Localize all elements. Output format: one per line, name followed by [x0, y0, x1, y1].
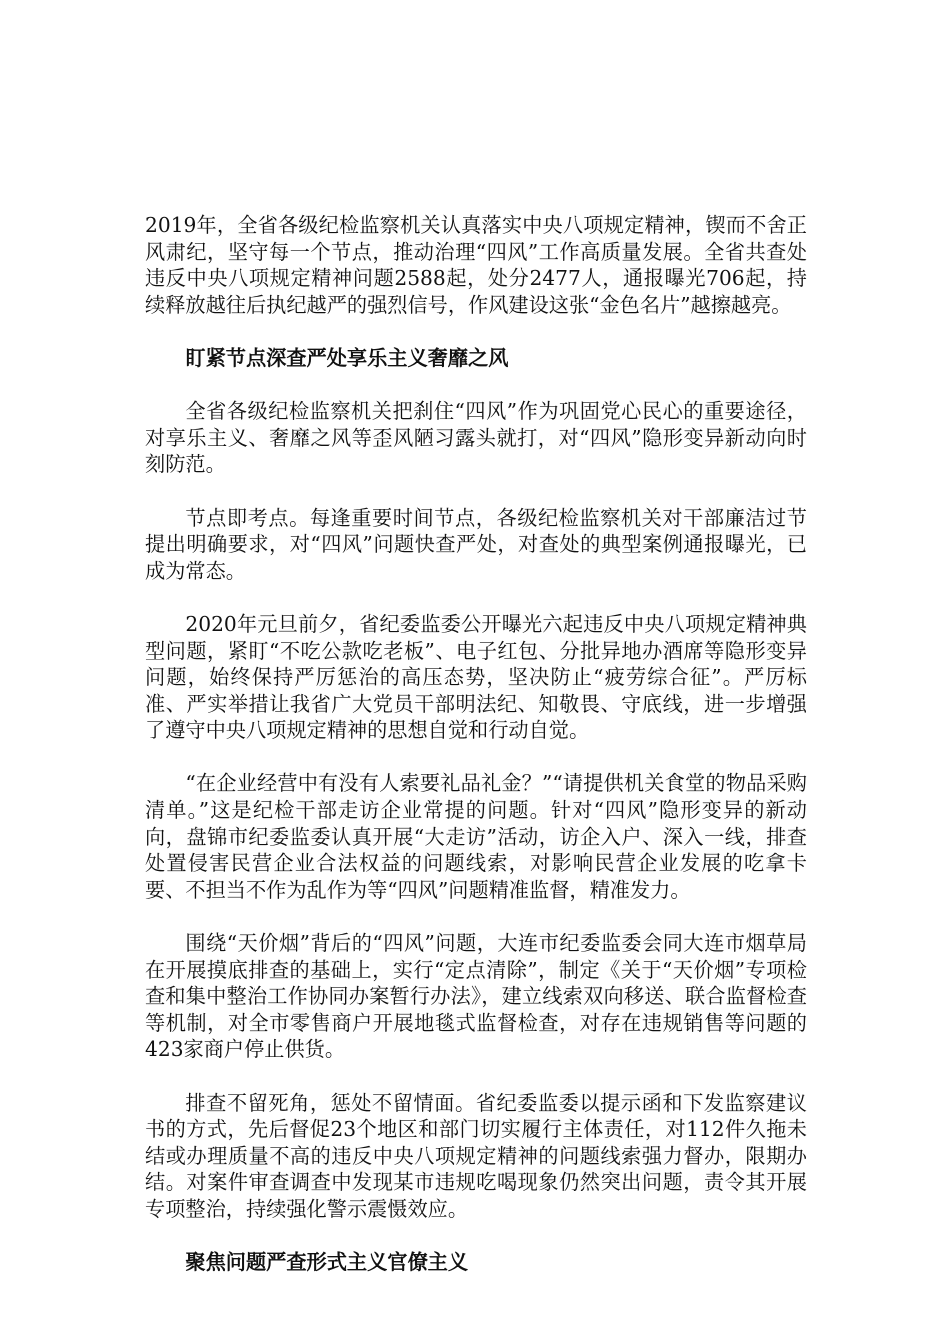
article-body [145, 212, 807, 1276]
paragraph-2: 全省各级纪检监察机关把刹住“四风”作为巩固党心民心的重要途径，对享乐主义、奢靡之风等歪风陋习露头就打，对“四风”隐形变异新动向时刻防范。 [145, 399, 807, 477]
paragraph-intro: 2019年，全省各级纪检监察机关认真落实中央八项规定精神，锲而不舍正风肃纪，坚守每一个节点，推动治理“四风”工作高质量发展。全省共查处违反中央八项规定精神问题2588起，处分2477人，通报曝光706起，持续释放越往后执纪越严的强烈信号，作风建设这张“金色名片”越擦越亮。 [145, 213, 807, 317]
paragraph-7: 排查不留死角，惩处不留情面。省纪委监委以提示函和下发监察建议书的方式，先后督促23个地区和部门切实履行主体责任，对112件久拖未结或办理质量不高的违反中央八项规定精神的问题线索强力督办，限期办结。对案件审查调查中发现某市违规吃喝现象仍然突出问题，责令其开展专项整治，持续强化警示震慑效应。 [145, 1090, 807, 1221]
paragraph-4: 2020年元旦前夕，省纪委监委公开曝光六起违反中央八项规定精神典型问题，紧盯“不吃公款吃老板”、电子红包、分批异地办酒席等隐形变异问题，始终保持严厉惩治的高压态势，坚决防止“疲劳综合征”。严厉标准、严实举措让我省广大党员干部明法纪、知敬畏、守底线，进一步增强了遵守中央八项规定精神的思想自觉和行动自觉。 [145, 611, 807, 743]
paragraph-5: “在企业经营中有没有人索要礼品礼金？”“请提供机关食堂的物品采购清单。”这是纪检干部走访企业常提的问题。针对“四风”隐形变异的新动向，盘锦市纪委监委认真开展“大走访”活动，访企入户、深入一线，排查处置侵害民营企业合法权益的问题线索，对影响民营企业发展的吃拿卡要、不担当不作为乱作为等“四风”问题精准监督，精准发力。 [145, 771, 807, 902]
section-heading-2: 聚焦问题严查形式主义官僚主义 [185, 1250, 469, 1275]
paragraph-3: 节点即考点。每逢重要时间节点，各级纪检监察机关对干部廉洁过节提出明确要求，对“四风”问题快查严处，对查处的典型案例通报曝光，已成为常态。 [145, 505, 807, 583]
paragraph-6: 围绕“天价烟”背后的“四风”问题，大连市纪委监委会同大连市烟草局在开展摸底排查的基础上，实行“定点清除”，制定《关于“天价烟”专项检查和集中整治工作协同办案暂行办法》，建立线索双向移送、联合监督检查等机制，对全市零售商户开展地毯式监督检查，对存在违规销售等问题的423家商户停止供货。 [145, 931, 807, 1062]
section-heading-1: 盯紧节点深查严处享乐主义奢靡之风 [185, 345, 509, 370]
